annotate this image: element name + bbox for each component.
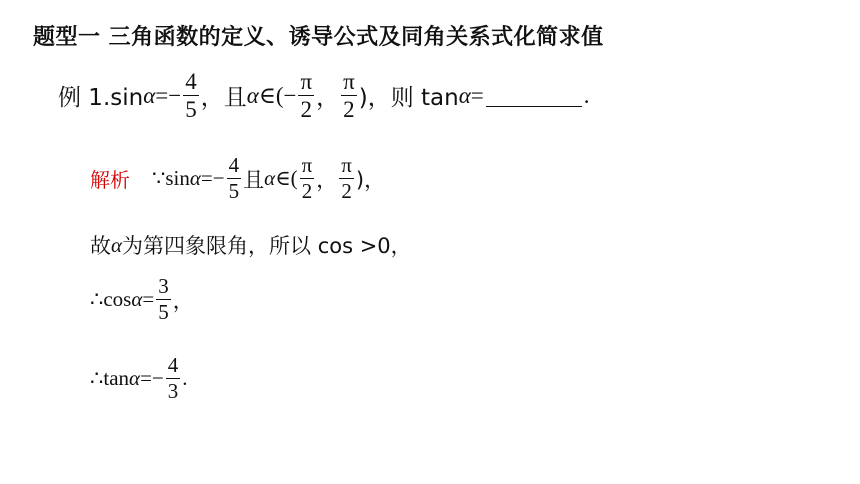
- fraction-pi-over-two: [341, 70, 357, 121]
- fraction-pi-over-two: [298, 70, 314, 121]
- numerator: 4: [167, 353, 179, 377]
- denominator: 3: [167, 379, 179, 403]
- comma: ，: [316, 85, 340, 111]
- numerator: π: [341, 153, 352, 177]
- example-problem: [58, 70, 590, 121]
- fraction-neg-four-fifths: [183, 70, 199, 121]
- period: .: [182, 366, 188, 390]
- denominator: 2: [343, 97, 355, 122]
- because-sin: ∵sin: [152, 166, 190, 190]
- solution-line-2: [90, 230, 412, 260]
- denominator: 2: [301, 179, 313, 203]
- alpha-symbol: α: [143, 82, 156, 108]
- numerator: 4: [228, 153, 240, 177]
- fraction-three-fifths: [156, 276, 171, 323]
- comma: ，: [172, 288, 194, 313]
- denominator: 5: [185, 97, 197, 122]
- alpha-symbol: α: [129, 366, 141, 390]
- comma: ，: [316, 167, 338, 192]
- quadrant-text: 为第四象限角，所以 cos >0，: [122, 234, 412, 258]
- solution-line-4: [90, 355, 188, 402]
- alpha-symbol: α: [111, 232, 123, 257]
- answer-blank: [486, 84, 582, 107]
- numerator: 4: [185, 69, 197, 94]
- period: .: [583, 82, 590, 108]
- denominator: 5: [228, 179, 240, 203]
- solution-label: 解析: [90, 168, 130, 192]
- numerator: 3: [158, 274, 169, 298]
- fraction-neg-four-thirds: [166, 355, 181, 402]
- numerator: π: [301, 153, 313, 177]
- alpha-symbol: α: [246, 82, 259, 108]
- alpha-symbol: α: [264, 166, 276, 190]
- equals-sign: =: [470, 82, 484, 108]
- denominator: 5: [158, 300, 169, 324]
- solution-line-1: [90, 155, 385, 202]
- interval-close: )，: [355, 167, 386, 192]
- and-text: 且: [243, 167, 265, 192]
- numerator: π: [300, 69, 313, 94]
- equals-negative: =−: [140, 366, 164, 390]
- equals-negative: =−: [200, 166, 225, 190]
- therefore-prefix: 故: [90, 234, 111, 258]
- solution-line-3: [90, 276, 194, 323]
- interval-open: ∈(: [275, 166, 298, 190]
- section-title: 题型一 三角函数的定义、诱导公式及同角关系式化简求值: [33, 25, 604, 50]
- denominator: 2: [341, 179, 352, 203]
- equals-negative: =−: [155, 82, 182, 108]
- therefore-tan: ∴tan: [90, 366, 130, 390]
- interval-close-then-tan: )，则 tan: [358, 85, 459, 111]
- numerator: π: [343, 69, 355, 94]
- example-prefix: 例 1.sin: [58, 85, 144, 111]
- equals-sign: =: [142, 287, 155, 311]
- therefore-cos: ∴cos: [90, 287, 132, 311]
- and-text: ，且: [200, 85, 247, 111]
- alpha-symbol: α: [189, 166, 201, 190]
- alpha-symbol: α: [458, 82, 471, 108]
- alpha-symbol: α: [131, 287, 143, 311]
- denominator: 2: [300, 97, 313, 122]
- fraction-pi-over-two: [300, 155, 315, 202]
- fraction-neg-four-fifths: [227, 155, 242, 202]
- interval-open: ∈(−: [258, 82, 297, 108]
- fraction-pi-over-two: [339, 155, 354, 202]
